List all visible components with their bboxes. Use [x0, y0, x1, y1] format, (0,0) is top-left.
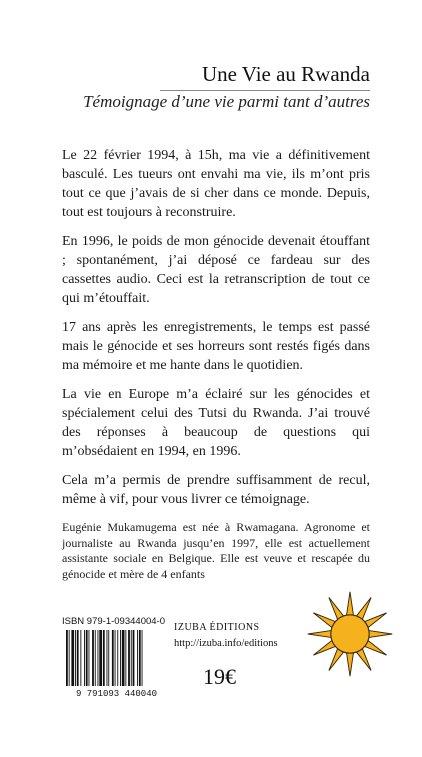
blurb-paragraph: La vie en Europe m’a éclairé sur les génocides et spécialement celui des Tutsi du Rwanda. J’ai trouvé des réponses à beaucoup de questions qui m’obsédaient en 1994, en 1996. [62, 387, 370, 459]
blurb-paragraph: Le 22 février 1994, à 15h, ma vie a définitivement basculé. Les tueurs ont envahi ma vie, ils m’ont pris tout ce que j’avais de si cher dans ce monde. Depuis, tout est toujours à reconstruire. [62, 148, 370, 220]
book-subtitle: Témoignage d’une vie parmi tant d’autres [83, 92, 370, 111]
author-bio: Eugénie Mukamugema est née à Rwamagana. Agronome et journaliste au Rwanda jusqu’en 1997, elle est actuellement assistante sociale en Belgique. Elle est veuve et rescapée du génocide et mère de 4 enfants [62, 520, 370, 581]
blurb-paragraph: 17 ans après les enregistrements, le temps est passé mais le génocide et ses horreurs sont restés figés dans ma mémoire et me hante dans le quotidien. [62, 320, 370, 373]
publisher-name: IZUBA ÉDITIONS [174, 622, 260, 633]
barcode-digits: 9 791093 440040 [75, 689, 158, 698]
book-title: Une Vie au Rwanda [201, 62, 370, 86]
blurb [62, 146, 370, 519]
price: 19€ [203, 664, 236, 689]
title-divider [160, 90, 370, 91]
isbn-label: ISBN 979-1-09344004-0 [62, 616, 165, 627]
publisher-url: http://izuba.info/editions [174, 638, 278, 649]
blurb-paragraph: En 1996, le poids de mon génocide devenait étouffant ; spontanément, j’ai déposé ce fardeau sur des cassettes audio. Ceci est la retranscription de tout ce qui m’étouffait. [62, 234, 370, 306]
barcode-icon [62, 628, 171, 698]
blurb-paragraph: Cela m’a permis de prendre suffisamment de recul, même à vif, pour vous livrer ce témoignage. [62, 473, 370, 507]
sun-logo-icon [302, 586, 398, 682]
